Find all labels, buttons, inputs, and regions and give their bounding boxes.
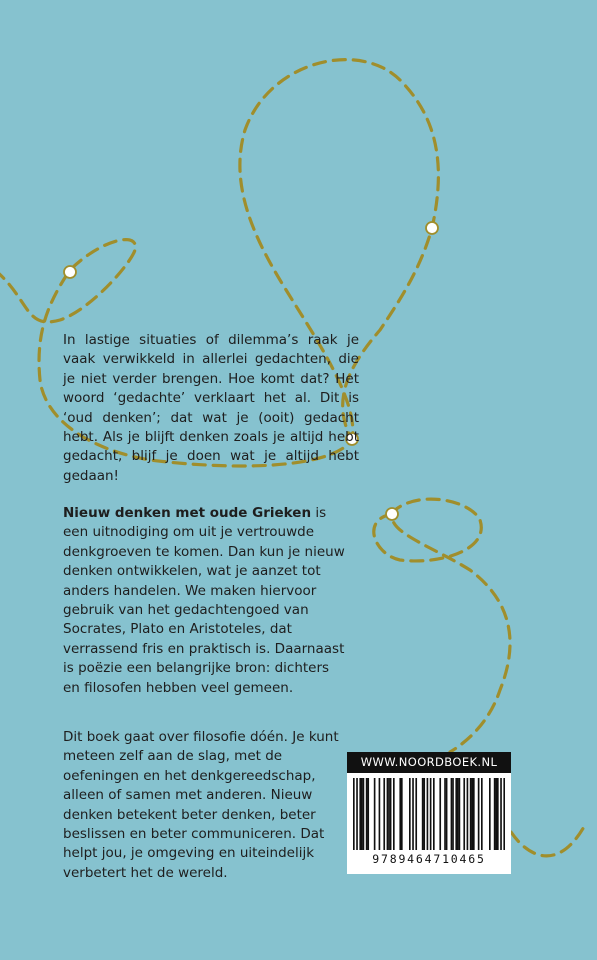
- barcode-bar: [452, 778, 454, 850]
- barcode-bar: [495, 778, 497, 850]
- barcode-bar: [363, 778, 365, 850]
- barcode-bar: [481, 778, 483, 850]
- barcode-bar: [359, 778, 361, 850]
- barcode-bar: [361, 778, 363, 850]
- barcode-bar: [470, 778, 472, 850]
- barcode-bar: [478, 778, 480, 850]
- barcode-bar: [497, 778, 499, 850]
- barcode-bars: [353, 778, 505, 850]
- barcode-bar: [387, 778, 389, 850]
- barcode-bar: [471, 778, 473, 850]
- barcode-bar: [366, 778, 368, 850]
- publisher-url: WWW.NOORDBOEK.NL: [347, 752, 511, 773]
- barcode-bar: [409, 778, 411, 850]
- barcode-bar: [356, 778, 358, 850]
- barcode-bar: [446, 778, 448, 850]
- path-node-1: [64, 266, 76, 278]
- barcode-bar: [379, 778, 381, 850]
- blurb-paragraph-2: [63, 504, 346, 698]
- barcode-bar: [451, 778, 453, 850]
- barcode-bar: [467, 778, 469, 850]
- barcode-bar: [422, 778, 424, 850]
- barcode-bar: [399, 778, 401, 850]
- path-node-4: [386, 508, 398, 520]
- barcode-bar: [494, 778, 496, 850]
- barcode-bar: [393, 778, 395, 850]
- blurb-paragraph-3: Dit boek gaat over filosofie dóén. Je kunt meteen zelf aan de slag, met de oefeningen en het denkgereedschap, alleen of samen met anderen. Nieuw denken betekent beter denken, beter beslissen en beter communiceren. Dat helpt jou, je omgeving en uiteindelijk verbetert het de wereld.: [63, 729, 339, 881]
- barcode-bar: [353, 778, 355, 850]
- barcode-bar: [489, 778, 491, 850]
- isbn-barcode: [347, 752, 511, 874]
- barcode-bar: [423, 778, 425, 850]
- barcode-bar: [412, 778, 414, 850]
- barcode-bar: [503, 778, 505, 850]
- book-title-bold: Nieuw denken met oude Grieken: [63, 505, 312, 521]
- blurb-paragraph-1: In lastige situaties of dilemma’s raak je vaak verwikkeld in allerlei gedachten, die je niet verder brengen. Hoe komt dat? Het woord ‘gedachte’ verklaart het al. Dit is ‘oud denken’; dat wat je (ooit) gedacht hebt. Als je blijft denken zoals je altijd hebt gedacht, blijf je doen wat je altijd hebt gedaan!: [63, 332, 359, 484]
- barcode-bar: [500, 778, 502, 850]
- barcode-bar: [427, 778, 429, 850]
- barcode-bar: [367, 778, 369, 850]
- barcode-bar: [433, 778, 435, 850]
- barcode-bar: [457, 778, 459, 850]
- barcode-bar: [463, 778, 465, 850]
- barcode-bar: [459, 778, 461, 850]
- barcode-bar: [439, 778, 441, 850]
- barcode-bar: [390, 778, 392, 850]
- isbn-number: 9789464710465: [372, 852, 486, 866]
- barcode-bar: [415, 778, 417, 850]
- barcode-bar: [383, 778, 385, 850]
- barcode-bar: [444, 778, 446, 850]
- blurb-paragraph-2-text: is een uitnodiging om uit je vertrouwde denkgroeven te komen. Dan kun je nieuw denken ontwikkelen, wat je aanzet tot anders handelen. We maken hiervoor gebruik van het gedachtengoed van Socrates, Plato en Aristoteles, dat verrassend fris en praktisch is. Daarnaast is poëzie een belangrijke bron: dichters en filosofen hebben veel gemeen.: [63, 505, 345, 696]
- path-node-2: [426, 222, 438, 234]
- barcode-bar: [455, 778, 457, 850]
- barcode-bar: [473, 778, 475, 850]
- barcode-bar: [388, 778, 390, 850]
- barcode-bar: [430, 778, 432, 850]
- barcode-bar: [374, 778, 376, 850]
- barcode-bar: [401, 778, 403, 850]
